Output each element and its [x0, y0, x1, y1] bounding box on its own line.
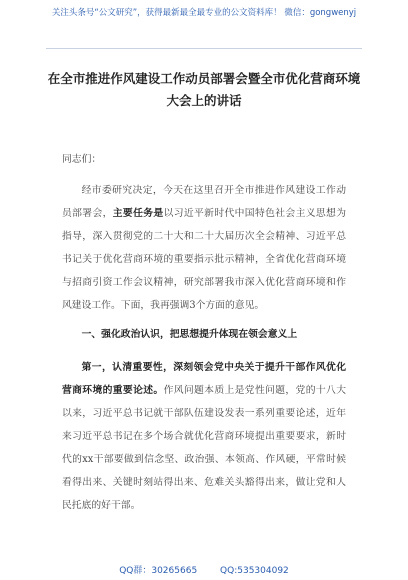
- paragraph-2-text: 作风问题本质上是党性问题，党的十八大以来，习近平总书记就干部队伍建设发表一系列重要论述，近年来习近平总书记在多个场合就优化营商环境提出重要要求，新时代的xx干部要做到信念坚、政治强、本领高、作风硬，平常时候看得出来、关键时刻站得出来、危难关头豁得出来，做让党和人民托底的好干部。: [62, 385, 347, 511]
- title-line-2: 大会上的讲话: [166, 93, 242, 108]
- paragraph-1-text: 以习近平新时代中国特色社会主义思想为指导，深入贯彻党的二十大和二十大届历次全会精神、习近平总书记关于优化营商环境的重要指示批示精神，全省优化营商环境与招商引资工作会议精神，研究部署我市深入优化营商环境和作风建设工作。下面，我再强调3个方面的意见。: [62, 208, 347, 311]
- paragraph-1-intro: 经市委研究决定，今天在这里召开全市推进作风建设工作动员部署会，: [62, 185, 346, 219]
- paragraph-1-emphasis: 主要任务是: [112, 208, 164, 219]
- footer-qq-group: QQ群：30265665: [119, 566, 198, 576]
- greeting: 同志们：: [62, 154, 102, 165]
- document-body: [62, 148, 346, 523]
- title-line-1: 在全市推进作风建设工作动员部署会暨全市优化营商环境: [47, 71, 361, 86]
- paragraph-2: [62, 356, 346, 517]
- header-divider: [46, 48, 362, 49]
- paragraph-1: [62, 179, 346, 317]
- header-banner: 关注头条号“公文研究”，获得最新最全最专业的公文资料库！ 微信：gongwenyj: [51, 8, 357, 18]
- paragraph-2-emphasis: 第一，认清重要性，深刻领会党中央关于提升干部作风优化营商环境的重要论述。: [62, 362, 346, 396]
- section-heading-1: 一、强化政治认识，把思想提升体现在领会意义上: [81, 329, 298, 340]
- document-title: [40, 68, 368, 112]
- footer-contact: [0, 563, 408, 576]
- footer-qq-number: QQ:535304092: [220, 566, 289, 576]
